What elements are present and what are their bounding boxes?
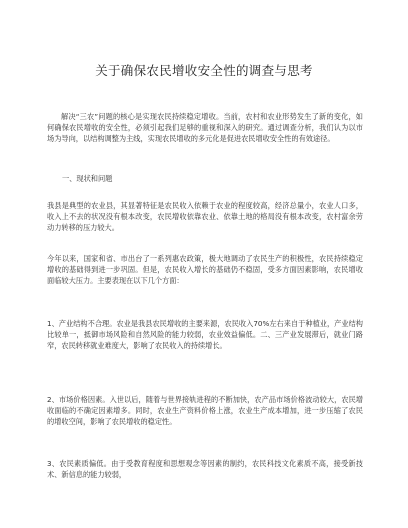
body-paragraph-5: 3、农民素质偏低。由于受教育程度和思想观念等因素的制约，农民科技文化素质不高，接受新技术、新信息的能力较弱， <box>47 459 363 480</box>
body-paragraph-1: 我县是典型的农业县，其显著特征是农民收入依赖于农业的程度较高，经济总量小，农业人口多，收入上不去的状况没有根本改变，农民增收依靠农业、依靠土地的格局没有根本改变，农村富余劳动力转移的压力较大。 <box>47 201 363 233</box>
body-paragraph-4: 2、市场价格因素。入世以后，随着与世界接轨进程的不断加快，农产品市场价格波动较大，农民增收面临的不确定因素增多。同时，农业生产资料价格上涨，农业生产成本增加，进一步压缩了农民的增收空间，影响了农民增收的稳定性。 <box>47 395 363 427</box>
document-title: 关于确保农民增收安全性的调查与思考 <box>95 63 313 78</box>
section-heading: 一、现状和问题 <box>62 174 113 183</box>
body-paragraph-3: 1、产业结构不合理。农业是我县农民增收的主要来源，农民收入70%左右来自于种植业，产业结构比较单一，抵御市场风险和自然风险的能力较弱，农业效益偏低。二、三产业发展滞后，就业门路窄，农民转移就业难度大，影响了农民收入的持续增长。 <box>47 319 363 351</box>
body-paragraph-2: 今年以来，国家和省、市出台了一系列惠农政策，极大地调动了农民生产的积极性，农民持续稳定增收的基础得到进一步巩固。但是，农民收入增长的基础仍不稳固，受多方面因素影响，农民增收面临较大压力。主要表现在以下几个方面： <box>47 254 363 286</box>
intro-paragraph: 解决“三农”问题的核心是实现农民持续稳定增收。当前，农村和农业形势发生了新的变化，如何确保农民增收的安全性，必须引起我们足够的重视和深入的研究。通过调查分析，我们认为以市场为导向，以结构调整为主线，实现农民增收的多元化是促进农民增收安全性的有效途径。 <box>47 112 363 144</box>
